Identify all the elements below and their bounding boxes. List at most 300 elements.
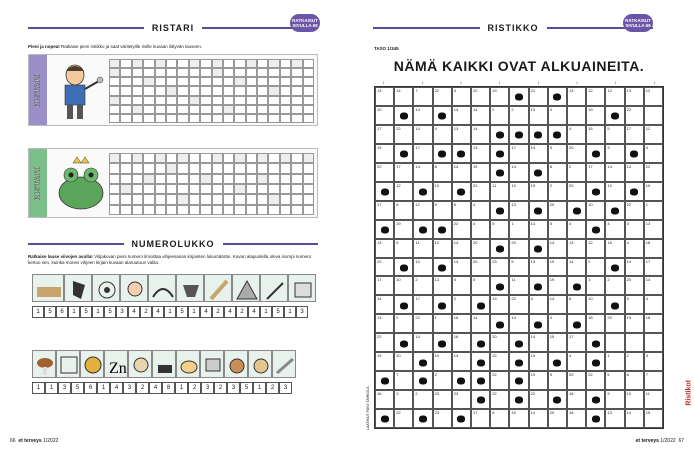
shaded-cell[interactable] [490,163,509,182]
grid-cell[interactable] [567,144,586,163]
shaded-cell[interactable] [452,144,471,163]
answer-cell[interactable]: 2 [214,382,227,394]
grid-cell[interactable] [529,371,548,390]
grid-cell[interactable] [490,220,509,239]
grid-cell[interactable] [567,220,586,239]
grid-cell[interactable] [433,314,452,333]
grid-cell[interactable] [509,295,528,314]
grid-cell[interactable] [605,314,624,333]
grid-cell[interactable] [375,333,394,352]
shaded-cell[interactable] [548,390,567,409]
answer-cell[interactable]: 3 [279,382,292,394]
shaded-cell[interactable] [509,333,528,352]
grid-cell[interactable] [625,239,644,258]
shaded-cell[interactable] [471,352,490,371]
grid-cell[interactable] [625,87,644,106]
shaded-cell[interactable] [375,371,394,390]
answer-cell[interactable]: 3 [296,306,308,318]
shaded-cell[interactable] [394,106,413,125]
grid-cell[interactable] [625,106,644,125]
grid-cell[interactable] [625,258,644,277]
grid-cell[interactable] [529,144,548,163]
answer-cell[interactable]: 1 [260,306,272,318]
shaded-cell[interactable] [375,409,394,428]
grid-cell[interactable] [605,371,624,390]
grid-cell[interactable] [375,239,394,258]
grid-cell[interactable] [490,333,509,352]
grid-cell[interactable] [529,409,548,428]
grid-cell[interactable] [644,220,663,239]
shaded-cell[interactable] [586,144,605,163]
grid-cell[interactable] [548,220,567,239]
grid-cell[interactable] [529,87,548,106]
grid-cell[interactable] [644,87,663,106]
grid-cell[interactable] [433,276,452,295]
grid-cell[interactable] [452,258,471,277]
shaded-cell[interactable] [509,371,528,390]
grid-cell[interactable] [529,106,548,125]
grid-cell[interactable] [529,333,548,352]
grid-cell[interactable] [567,371,586,390]
grid-cell[interactable] [605,220,624,239]
grid-cell[interactable] [644,125,663,144]
grid-cell[interactable] [586,276,605,295]
shaded-cell[interactable] [567,276,586,295]
grid-cell[interactable] [548,258,567,277]
grid-cell[interactable] [586,239,605,258]
ristari-grid-2[interactable] [109,153,314,215]
grid-cell[interactable] [548,239,567,258]
grid-cell[interactable] [644,371,663,390]
grid-cell[interactable] [529,258,548,277]
grid-cell[interactable] [644,352,663,371]
shaded-cell[interactable] [413,352,432,371]
shaded-cell[interactable] [529,276,548,295]
grid-cell[interactable] [625,276,644,295]
grid-cell[interactable] [567,258,586,277]
grid-cell[interactable] [529,390,548,409]
grid-cell[interactable] [625,314,644,333]
grid-cell[interactable] [375,106,394,125]
grid-cell[interactable] [413,314,432,333]
grid-cell[interactable] [375,352,394,371]
answer-cell[interactable]: 5 [176,306,188,318]
grid-cell[interactable] [509,106,528,125]
grid-cell[interactable] [471,239,490,258]
answer-cell[interactable]: 1 [253,382,266,394]
grid-cell[interactable] [375,144,394,163]
grid-cell[interactable] [586,163,605,182]
shaded-cell[interactable] [471,390,490,409]
grid-cell[interactable] [452,352,471,371]
shaded-cell[interactable] [529,163,548,182]
grid-cell[interactable] [413,144,432,163]
grid-cell[interactable] [490,258,509,277]
grid-cell[interactable] [413,201,432,220]
grid-cell[interactable] [586,371,605,390]
shaded-cell[interactable] [548,125,567,144]
grid-cell[interactable] [375,314,394,333]
grid-cell[interactable] [644,106,663,125]
grid-cell[interactable] [471,201,490,220]
grid-cell[interactable] [452,276,471,295]
grid-cell[interactable] [605,239,624,258]
answer-cell[interactable]: 2 [140,306,152,318]
grid-cell[interactable] [471,314,490,333]
grid-cell[interactable] [490,390,509,409]
grid-cell[interactable] [394,314,413,333]
shaded-cell[interactable] [509,87,528,106]
grid-cell[interactable] [548,106,567,125]
answer-cell[interactable]: 1 [164,306,176,318]
grid-cell[interactable] [567,295,586,314]
grid-cell[interactable] [605,125,624,144]
grid-cell[interactable] [644,409,663,428]
grid-cell[interactable] [394,239,413,258]
grid-cell[interactable] [625,352,644,371]
answer-cell[interactable]: 2 [212,306,224,318]
grid-cell[interactable] [433,163,452,182]
shaded-cell[interactable] [509,352,528,371]
answer-cell[interactable]: 4 [248,306,260,318]
grid-cell[interactable] [452,295,471,314]
grid-cell[interactable] [567,182,586,201]
grid-cell[interactable] [509,276,528,295]
answer-cell[interactable]: 1 [284,306,296,318]
grid-cell[interactable] [605,390,624,409]
shaded-cell[interactable] [509,125,528,144]
grid-cell[interactable] [471,125,490,144]
answer-cell[interactable]: 4 [128,306,140,318]
shaded-cell[interactable] [375,220,394,239]
shaded-cell[interactable] [433,220,452,239]
grid-cell[interactable] [605,87,624,106]
grid-cell[interactable] [644,163,663,182]
grid-cell[interactable] [375,87,394,106]
grid-cell[interactable] [375,295,394,314]
shaded-cell[interactable] [471,371,490,390]
answer-cell[interactable]: 5 [44,306,56,318]
shaded-cell[interactable] [548,87,567,106]
grid-cell[interactable] [490,295,509,314]
answer-cell[interactable]: 3 [58,382,71,394]
grid-cell[interactable] [471,276,490,295]
shaded-cell[interactable] [452,409,471,428]
grid-cell[interactable] [548,163,567,182]
shaded-cell[interactable] [490,144,509,163]
grid-cell[interactable] [452,87,471,106]
grid-cell[interactable] [433,409,452,428]
grid-cell[interactable] [625,371,644,390]
grid-cell[interactable] [433,87,452,106]
grid-cell[interactable] [567,352,586,371]
answer-cell[interactable]: 8 [162,382,175,394]
shaded-cell[interactable] [529,125,548,144]
grid-cell[interactable] [375,390,394,409]
grid-cell[interactable] [567,409,586,428]
grid-cell[interactable] [413,295,432,314]
grid-cell[interactable] [548,144,567,163]
shaded-cell[interactable] [586,390,605,409]
grid-cell[interactable] [644,201,663,220]
answer-cell[interactable]: 1 [92,306,104,318]
grid-cell[interactable] [452,333,471,352]
answer-cell[interactable]: 3 [227,382,240,394]
shaded-cell[interactable] [394,295,413,314]
grid-cell[interactable] [548,314,567,333]
grid-cell[interactable] [394,390,413,409]
grid-cell[interactable] [490,106,509,125]
grid-cell[interactable] [529,352,548,371]
ristari-grid-1[interactable] [109,59,314,123]
grid-cell[interactable] [586,106,605,125]
grid-cell[interactable] [433,390,452,409]
shaded-cell[interactable] [529,239,548,258]
grid-cell[interactable] [490,371,509,390]
answer-cell[interactable]: 2 [188,382,201,394]
grid-cell[interactable] [433,371,452,390]
shaded-cell[interactable] [433,144,452,163]
answer-cell[interactable]: 1 [45,382,58,394]
answer-cell[interactable]: 1 [188,306,200,318]
grid-cell[interactable] [394,352,413,371]
shaded-cell[interactable] [490,125,509,144]
shaded-cell[interactable] [394,333,413,352]
shaded-cell[interactable] [529,201,548,220]
grid-cell[interactable] [413,276,432,295]
answer-cell[interactable]: 5 [272,306,284,318]
grid-cell[interactable] [567,333,586,352]
answer-cell[interactable]: 4 [149,382,162,394]
grid-cell[interactable] [625,295,644,314]
grid-cell[interactable] [548,295,567,314]
answer-cell[interactable]: 4 [152,306,164,318]
grid-cell[interactable] [490,409,509,428]
grid-cell[interactable] [644,144,663,163]
grid-cell[interactable] [567,87,586,106]
shaded-cell[interactable] [490,276,509,295]
answer-cell[interactable]: 1 [32,382,45,394]
grid-cell[interactable] [605,163,624,182]
grid-cell[interactable] [433,182,452,201]
grid-cell[interactable] [605,182,624,201]
grid-cell[interactable] [452,125,471,144]
answer-cell[interactable]: 5 [104,306,116,318]
grid-cell[interactable] [375,276,394,295]
shaded-cell[interactable] [586,220,605,239]
shaded-cell[interactable] [413,182,432,201]
grid-cell[interactable] [413,163,432,182]
answer-cell[interactable]: 1 [32,306,44,318]
grid-cell[interactable] [452,314,471,333]
answer-cell[interactable]: 1 [97,382,110,394]
grid-cell[interactable] [394,276,413,295]
grid-cell[interactable] [586,87,605,106]
grid-cell[interactable] [471,106,490,125]
grid-cell[interactable] [509,220,528,239]
grid-cell[interactable] [529,295,548,314]
shaded-cell[interactable] [567,314,586,333]
grid-cell[interactable] [413,87,432,106]
grid-cell[interactable] [394,220,413,239]
grid-cell[interactable] [394,182,413,201]
shaded-cell[interactable] [586,409,605,428]
grid-cell[interactable] [394,87,413,106]
grid-cell[interactable] [548,333,567,352]
grid-cell[interactable] [644,295,663,314]
answer-cell[interactable]: 1 [68,306,80,318]
grid-cell[interactable] [375,125,394,144]
grid-cell[interactable] [509,258,528,277]
grid-cell[interactable] [413,125,432,144]
grid-cell[interactable] [548,371,567,390]
shaded-cell[interactable] [394,144,413,163]
grid-cell[interactable] [548,409,567,428]
grid-cell[interactable] [375,163,394,182]
answer-cell[interactable]: 4 [224,306,236,318]
grid-cell[interactable] [394,125,413,144]
answer-cell[interactable]: 3 [116,306,128,318]
grid-cell[interactable] [452,220,471,239]
grid-cell[interactable] [394,201,413,220]
grid-cell[interactable] [394,409,413,428]
grid-cell[interactable] [586,258,605,277]
answer-cell[interactable]: 5 [240,382,253,394]
shaded-cell[interactable] [471,295,490,314]
shaded-cell[interactable] [490,201,509,220]
answer-cell[interactable]: 6 [56,306,68,318]
grid-cell[interactable] [605,352,624,371]
answer-cell[interactable]: 4 [200,306,212,318]
grid-cell[interactable] [433,201,452,220]
grid-cell[interactable] [644,276,663,295]
shaded-cell[interactable] [452,371,471,390]
grid-cell[interactable] [567,239,586,258]
grid-cell[interactable] [452,163,471,182]
grid-cell[interactable] [567,390,586,409]
grid-cell[interactable] [509,144,528,163]
grid-cell[interactable] [375,258,394,277]
answer-cell[interactable]: 5 [80,306,92,318]
grid-cell[interactable] [586,314,605,333]
shaded-cell[interactable] [605,201,624,220]
grid-cell[interactable] [413,390,432,409]
grid-cell[interactable] [625,409,644,428]
grid-cell[interactable] [375,201,394,220]
shaded-cell[interactable] [452,182,471,201]
grid-cell[interactable] [625,163,644,182]
grid-cell[interactable] [452,106,471,125]
answer-cell[interactable]: 5 [71,382,84,394]
grid-cell[interactable] [625,220,644,239]
grid-cell[interactable] [625,333,644,352]
grid-cell[interactable] [471,409,490,428]
grid-cell[interactable] [605,409,624,428]
grid-cell[interactable] [548,201,567,220]
grid-cell[interactable] [509,163,528,182]
grid-cell[interactable] [567,106,586,125]
grid-cell[interactable] [644,239,663,258]
answer-cell[interactable]: 2 [236,306,248,318]
grid-cell[interactable] [433,239,452,258]
grid-cell[interactable] [625,390,644,409]
grid-cell[interactable] [490,87,509,106]
shaded-cell[interactable] [548,352,567,371]
grid-cell[interactable] [452,201,471,220]
shaded-cell[interactable] [375,182,394,201]
shaded-cell[interactable] [490,314,509,333]
grid-cell[interactable] [567,163,586,182]
grid-cell[interactable] [471,220,490,239]
answer-cell[interactable]: 4 [110,382,123,394]
grid-cell[interactable] [509,239,528,258]
grid-cell[interactable] [605,333,624,352]
shaded-cell[interactable] [413,220,432,239]
grid-cell[interactable] [471,258,490,277]
shaded-cell[interactable] [586,333,605,352]
shaded-cell[interactable] [490,239,509,258]
shaded-cell[interactable] [605,258,624,277]
grid-cell[interactable] [471,182,490,201]
number-crossword-grid[interactable] [374,86,664,429]
shaded-cell[interactable] [433,258,452,277]
grid-cell[interactable] [452,239,471,258]
shaded-cell[interactable] [413,371,432,390]
grid-cell[interactable] [625,125,644,144]
answer-cell[interactable]: 1 [175,382,188,394]
shaded-cell[interactable] [413,409,432,428]
answer-cell[interactable]: 2 [266,382,279,394]
answer-cell[interactable]: 2 [136,382,149,394]
shaded-cell[interactable] [433,106,452,125]
grid-cell[interactable] [586,201,605,220]
shaded-cell[interactable] [605,295,624,314]
grid-cell[interactable] [394,163,413,182]
grid-cell[interactable] [413,106,432,125]
shaded-cell[interactable] [471,333,490,352]
shaded-cell[interactable] [394,258,413,277]
grid-cell[interactable] [644,182,663,201]
grid-cell[interactable] [413,258,432,277]
grid-cell[interactable] [490,182,509,201]
grid-cell[interactable] [586,295,605,314]
grid-cell[interactable] [586,125,605,144]
answer-cell[interactable]: 6 [84,382,97,394]
grid-cell[interactable] [644,390,663,409]
grid-cell[interactable] [490,352,509,371]
grid-cell[interactable] [509,409,528,428]
grid-cell[interactable] [605,144,624,163]
grid-cell[interactable] [548,182,567,201]
grid-cell[interactable] [625,201,644,220]
answer-cell[interactable]: 3 [123,382,136,394]
grid-cell[interactable] [567,125,586,144]
shaded-cell[interactable] [567,201,586,220]
grid-cell[interactable] [509,314,528,333]
grid-cell[interactable] [413,239,432,258]
shaded-cell[interactable] [605,106,624,125]
grid-cell[interactable] [605,276,624,295]
grid-cell[interactable] [433,125,452,144]
grid-cell[interactable] [529,182,548,201]
shaded-cell[interactable] [433,333,452,352]
grid-cell[interactable] [509,182,528,201]
grid-cell[interactable] [413,333,432,352]
shaded-cell[interactable] [586,352,605,371]
grid-cell[interactable] [644,314,663,333]
answer-cell[interactable]: 3 [201,382,214,394]
grid-cell[interactable] [644,258,663,277]
